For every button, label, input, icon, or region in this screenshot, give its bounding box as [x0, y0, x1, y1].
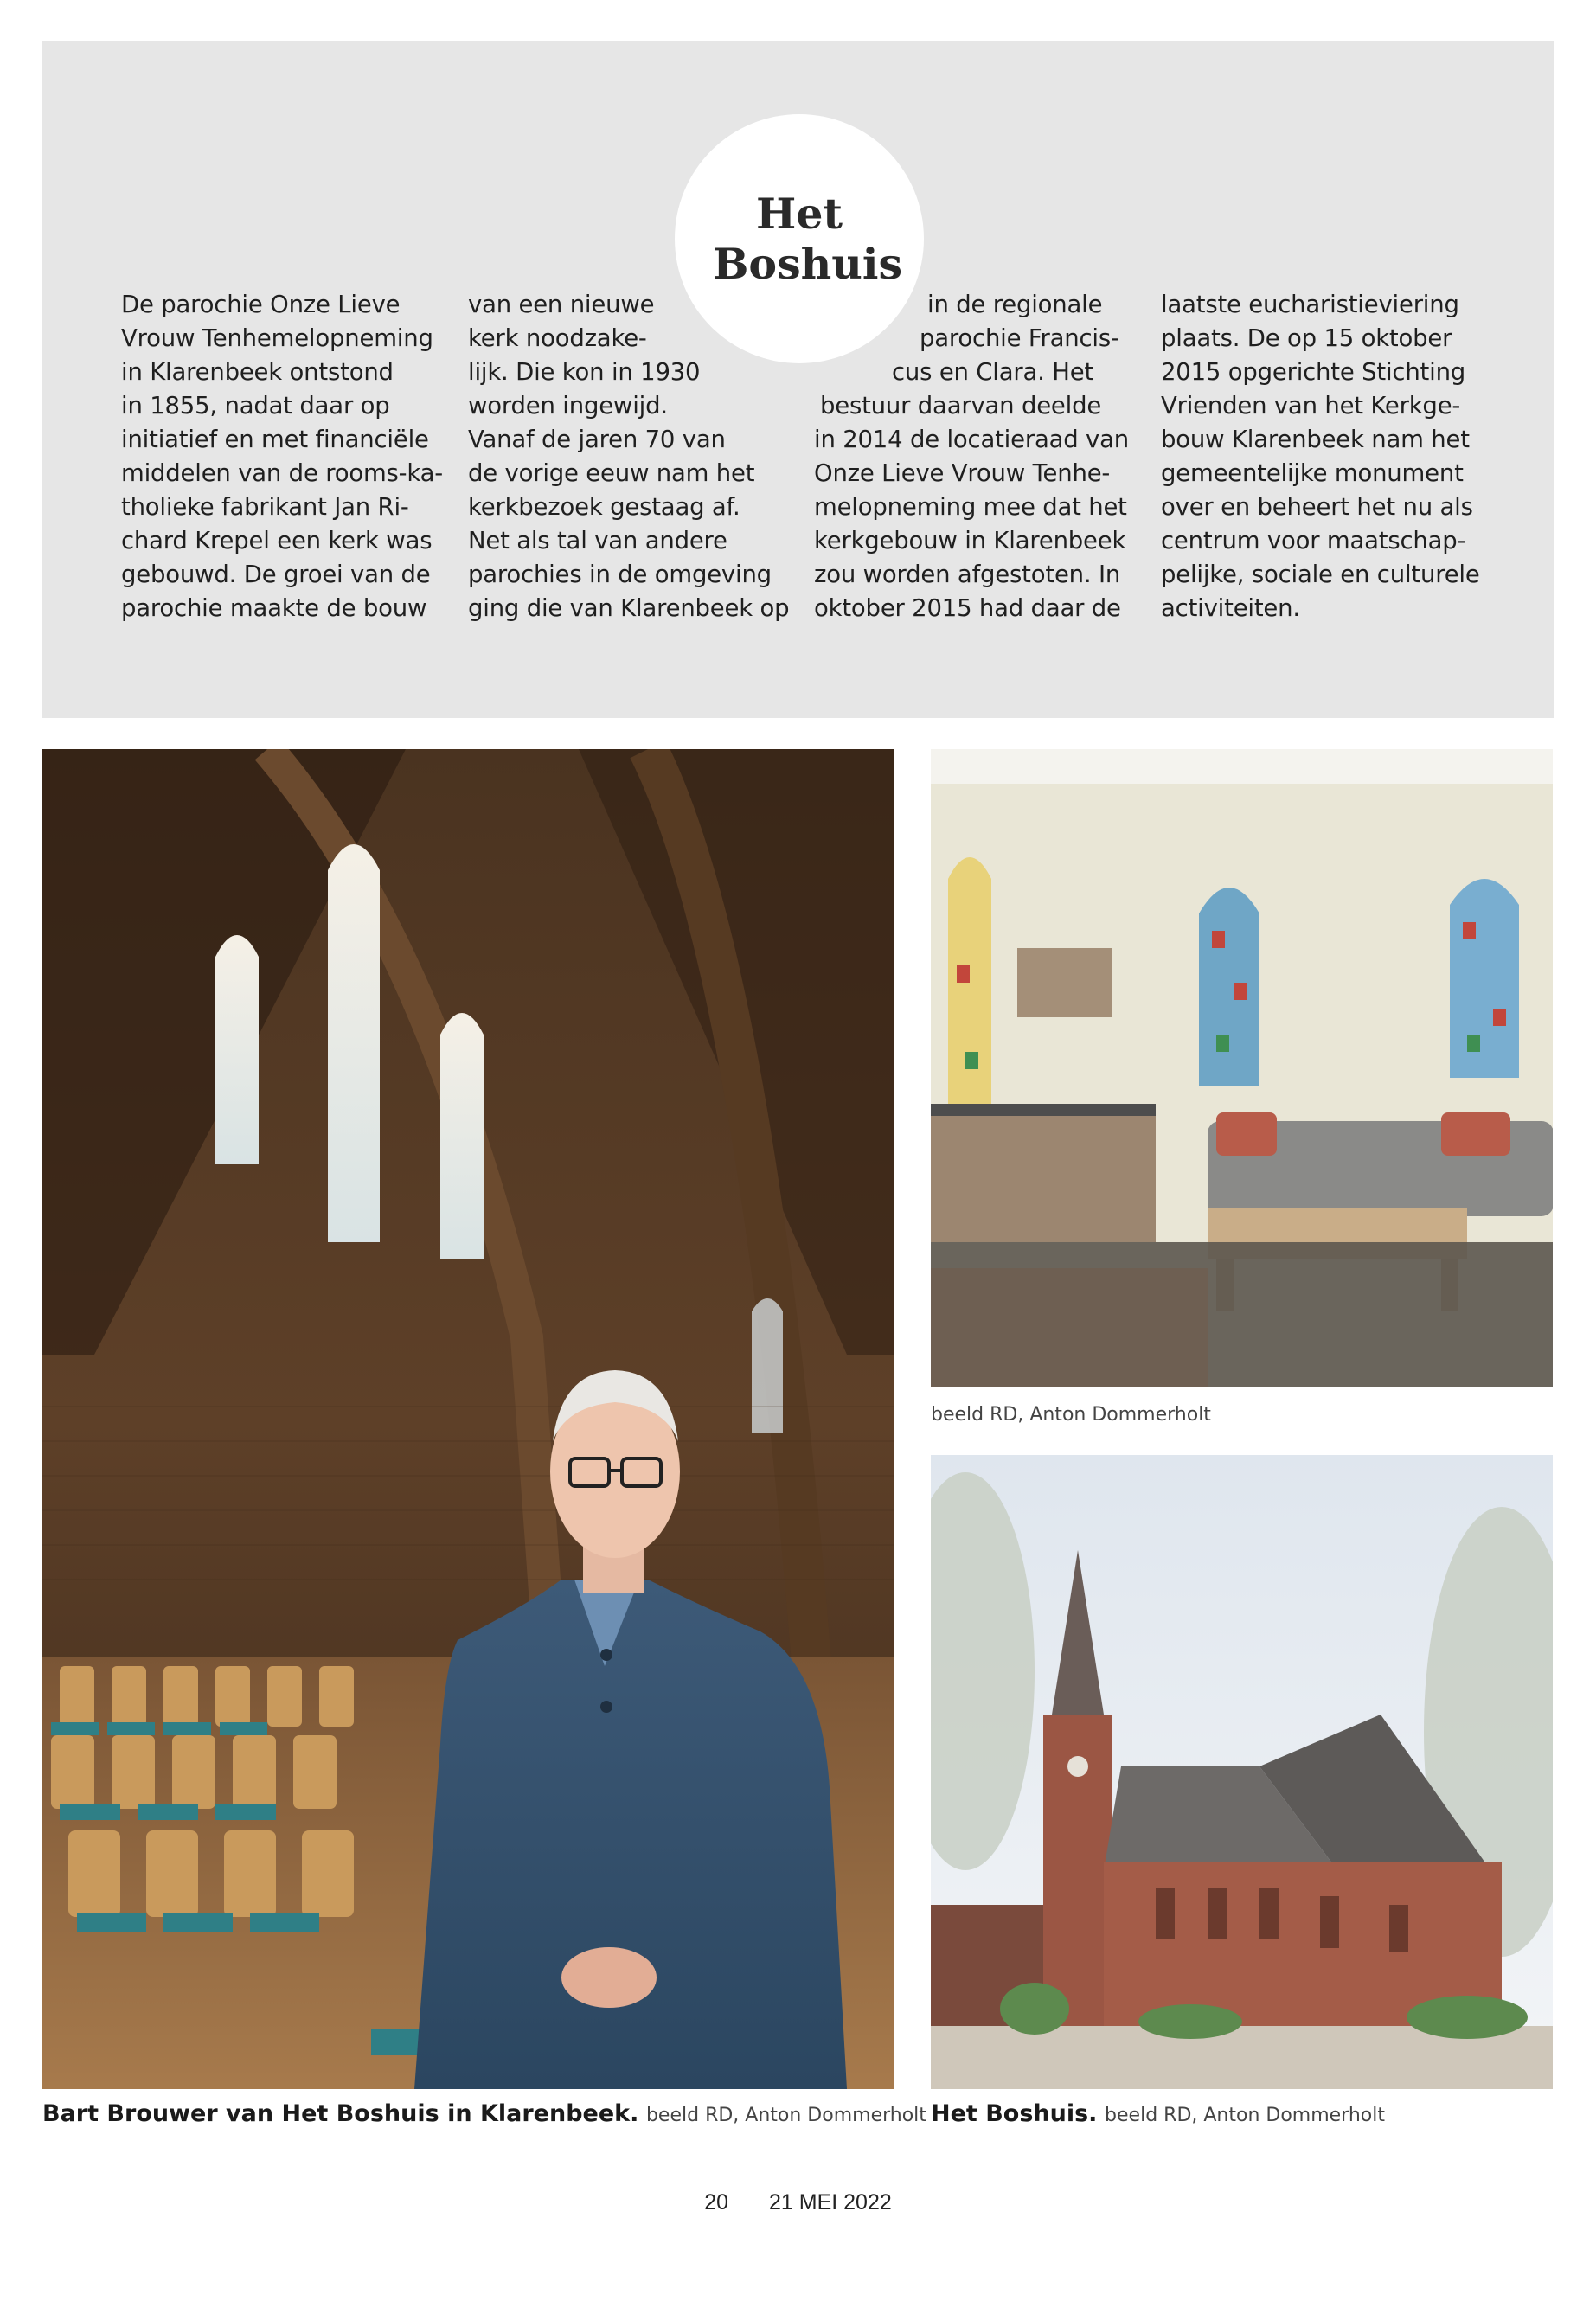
main-photo-caption [42, 2100, 926, 2127]
text-line: chard Krepel een kerk was [121, 527, 433, 554]
text-line: lijk. Die kon in 1930 [468, 358, 701, 386]
text-line: pelijke, sociale en culturele [1161, 561, 1480, 588]
text-line: over en beheert het nu als [1161, 493, 1473, 521]
text-line: plaats. De op 15 oktober [1161, 324, 1452, 352]
text-line: Vrienden van het Kerkge- [1161, 392, 1461, 420]
text-line: tholieke fabrikant Jan Ri- [121, 493, 409, 521]
text-line: zou worden afgestoten. In [814, 561, 1121, 588]
caption-text: Het Boshuis. [931, 2100, 1098, 2127]
text-line: van een nieuwe [468, 291, 655, 318]
text-line: in Klarenbeek ontstond [121, 358, 394, 386]
text-line: gebouwd. De groei van de [121, 561, 431, 588]
text-line: oktober 2015 had daar de [814, 594, 1121, 622]
photo-credit: beeld RD, Anton Dommerholt [1105, 2105, 1385, 2126]
text-column-4 [1161, 288, 1490, 625]
text-line: kerkbezoek gestaag af. [468, 493, 740, 521]
text-line: De parochie Onze Lieve [121, 291, 401, 318]
text-line: kerk noodzake- [468, 324, 647, 352]
text-line: 2015 opgerichte Stichting [1161, 358, 1466, 386]
text-line: ging die van Klarenbeek op [468, 594, 790, 622]
text-line: centrum voor maatschap- [1161, 527, 1466, 554]
text-line: parochie maakte de bouw [121, 594, 427, 622]
text-line: Vanaf de jaren 70 van [468, 426, 726, 453]
photo-credit: beeld RD, Anton Dommerholt [931, 1404, 1211, 1426]
text-line: Vrouw Tenhemelopneming [121, 324, 433, 352]
photo-credit: beeld RD, Anton Dommerholt [645, 2105, 926, 2126]
text-line: de vorige eeuw nam het [468, 459, 755, 487]
text-line: laatste eucharistieviering [1161, 291, 1459, 318]
interior-photo-credit [931, 1400, 1211, 1426]
text-line: parochie Francis- [920, 324, 1119, 352]
text-line: middelen van de rooms-ka- [121, 459, 444, 487]
text-line: in de regionale [927, 291, 1103, 318]
caption-text: Bart Brouwer van Het Boshuis in Klarenbeek. [42, 2100, 639, 2127]
text-column-1 [121, 288, 450, 625]
article-title: Het Boshuis [713, 189, 903, 289]
text-line: melopneming mee dat het [814, 493, 1127, 521]
text-line: in 2014 de locatieraad van [814, 426, 1129, 453]
church-photo-caption [931, 2100, 1385, 2127]
issue-date: 21 MEI 2022 [769, 2190, 892, 2214]
photo-church-exterior [931, 1455, 1553, 2089]
text-line: initiatief en met financiële [121, 426, 429, 453]
text-column-2 [468, 288, 797, 625]
text-line: bestuur daarvan deelde [820, 392, 1102, 420]
text-line: parochies in de omgeving [468, 561, 772, 588]
photo-room-interior [931, 749, 1553, 1387]
text-column-3 [814, 288, 1143, 625]
photo-portrait-church-interior [42, 749, 894, 2089]
page-number: 20 [704, 2190, 729, 2214]
text-line: Onze Lieve Vrouw Tenhe- [814, 459, 1111, 487]
text-line: worden ingewijd. [468, 392, 668, 420]
text-line: Net als tal van andere [468, 527, 727, 554]
text-line: cus en Clara. Het [892, 358, 1094, 386]
page-footer [0, 2190, 1596, 2215]
text-line: in 1855, nadat daar op [121, 392, 390, 420]
text-line: kerkgebouw in Klarenbeek [814, 527, 1126, 554]
text-line: gemeentelijke monument [1161, 459, 1464, 487]
text-line: bouw Klarenbeek nam het [1161, 426, 1470, 453]
text-line: activiteiten. [1161, 594, 1300, 622]
